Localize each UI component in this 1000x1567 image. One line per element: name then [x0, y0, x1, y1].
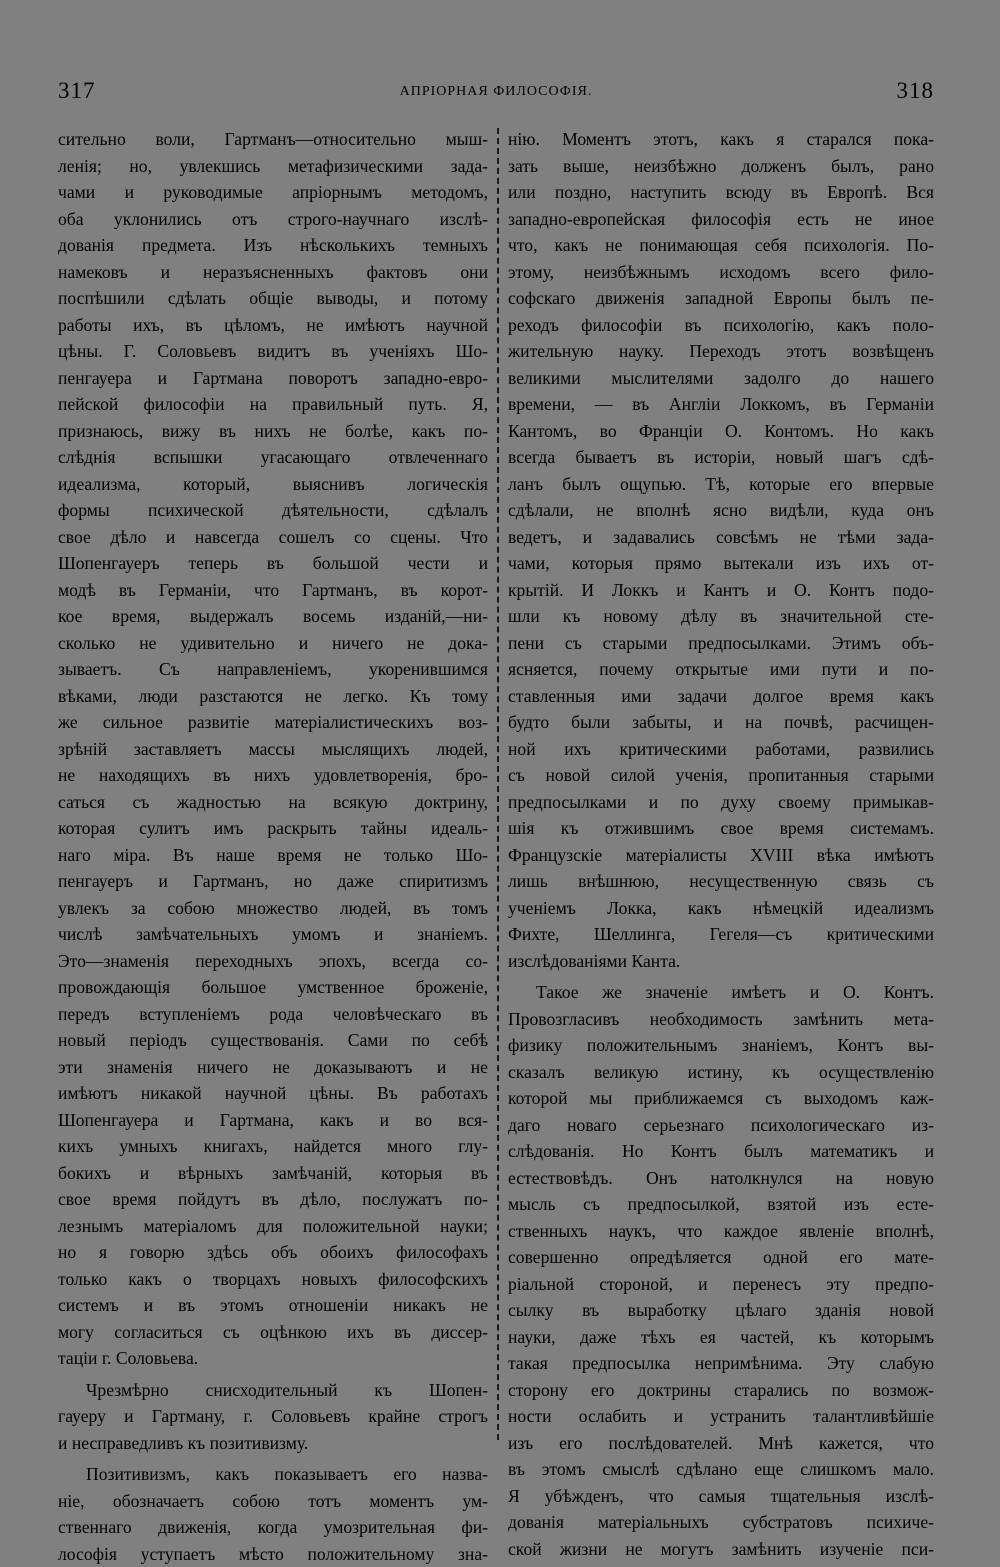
text-line: чами и руководимые апріорнымъ методомъ, [58, 179, 488, 206]
text-line: ніе, обозначаетъ собою тотъ моментъ ум- [58, 1488, 488, 1515]
column-divider [497, 128, 500, 1440]
text-line: физику положительнымъ знаніемъ, Контъ вы- [508, 1032, 934, 1059]
text-line: не находящихъ въ нихъ удовлетворенія, бро- [58, 762, 488, 789]
text-line: софскаго движенія западной Европы былъ пе- [508, 285, 934, 312]
text-line: сительно воли, Гартманъ—относительно мыш- [58, 126, 488, 153]
text-line: всегда бываетъ въ исторіи, новый шагъ сдѣ- [508, 444, 934, 471]
text-line: предпосылками и по духу своему примыкав- [508, 789, 934, 816]
text-line: идеализма, который, выяснивъ логическія [58, 471, 488, 498]
left-page-number: 317 [58, 78, 96, 104]
text-line: сдѣлали, не вполнѣ ясно видѣли, куда онъ [508, 497, 934, 524]
text-line: ясняется, почему открытые ими пути и по- [508, 656, 934, 683]
text-line: кихъ умныхъ книгахъ, найдется много глу- [58, 1133, 488, 1160]
right-page-number: 318 [897, 78, 935, 104]
text-line: формы психической дѣятельности, сдѣлалъ [58, 497, 488, 524]
text-line: сылку въ выработку цѣлаго зданія новой [508, 1297, 934, 1324]
text-line: западно-европейская философія есть не иное [508, 206, 934, 233]
text-line: имѣютъ никакой научной цѣны. Въ работахъ [58, 1080, 488, 1107]
text-line: Такое же значеніе имѣетъ и О. Контъ. [508, 979, 934, 1006]
text-line: только какъ о творцахъ новыхъ философскихъ [58, 1266, 488, 1293]
text-line: изъ его послѣдователей. Мнѣ кажется, что [508, 1430, 934, 1457]
text-line: слѣдованія. Но Контъ былъ математикъ и [508, 1138, 934, 1165]
text-line: реходъ философіи въ психологію, какъ поло- [508, 312, 934, 339]
text-line: намековъ и неразъясненныхъ фактовъ они [58, 259, 488, 286]
text-line: пенгауеръ и Гартманъ, но даже спиритизмъ [58, 868, 488, 895]
text-line: которой мы приближаемся съ выходомъ каж- [508, 1085, 934, 1112]
text-line: передъ вступленіемъ рода человѣческаго въ [58, 1001, 488, 1028]
text-line: жительную науку. Переходъ этотъ возвѣщенъ [508, 338, 934, 365]
text-line: саться съ жадностью на всякую доктрину, [58, 789, 488, 816]
paragraph [58, 126, 488, 1372]
text-line: кое время, выдержалъ восемь изданій,—ни- [58, 603, 488, 630]
text-line: великими мыслителями задолго до нашего [508, 365, 934, 392]
text-line: Шопенгауера и Гартмана, какъ и во вся- [58, 1107, 488, 1134]
text-line: могу согласиться съ оцѣнкою ихъ въ диссер- [58, 1319, 488, 1346]
text-line: будто были забыты, и на почвѣ, расчищен- [508, 709, 934, 736]
text-line: или поздно, наступить всюду въ Европѣ. Вся [508, 179, 934, 206]
text-line: признаюсь, вижу въ нихъ не болѣе, какъ по- [58, 418, 488, 445]
text-line: съ новой силой ученія, пропитанныя старыми [508, 762, 934, 789]
text-line: Это—знаменія переходныхъ эпохъ, всегда со- [58, 948, 488, 975]
text-line: работы ихъ, въ цѣломъ, не имѣютъ научной [58, 312, 488, 339]
text-line: Провозгласивъ необходимость замѣнить мета- [508, 1006, 934, 1033]
text-line: пени съ старыми предпосылками. Этимъ объ- [508, 630, 934, 657]
text-line: наго міра. Въ наше время не только Шо- [58, 842, 488, 869]
text-line: науки, даже тѣхъ ея частей, къ которымъ [508, 1324, 934, 1351]
text-line: сторону его доктрины старались по возмож- [508, 1377, 934, 1404]
text-line: ской жизни не могутъ замѣнить изученіе пси- [508, 1536, 934, 1563]
text-line: поспѣшили сдѣлать общіе выводы, и потому [58, 285, 488, 312]
text-line: вѣками, люди разстаются не легко. Къ тому [58, 683, 488, 710]
text-line: Французскіе матеріалисты XVIII вѣка имѣютъ [508, 842, 934, 869]
text-line: шія къ отжившимъ свое время системамъ. [508, 815, 934, 842]
text-line: даго новаго серьезнаго психологическаго из- [508, 1112, 934, 1139]
text-line: Кантомъ, во Франціи О. Контомъ. Но какъ [508, 418, 934, 445]
text-line: зать выше, неизбѣжно долженъ былъ, рано [508, 153, 934, 180]
text-line: ученіемъ Локка, какъ нѣмецкій идеализмъ [508, 895, 934, 922]
text-line: естествовѣдъ. Онъ натолкнулся на новую [508, 1165, 934, 1192]
text-line: оба уклонились отъ строго-научнаго изслѣ- [58, 206, 488, 233]
text-line: Позитивизмъ, какъ показываетъ его назва- [58, 1461, 488, 1488]
text-line: нію. Моментъ этотъ, какъ я старался пока- [508, 126, 934, 153]
text-line: ведетъ, и задавались совсѣмъ не тѣми зада- [508, 524, 934, 551]
text-line: эти знаменія ничего не доказываютъ и не [58, 1054, 488, 1081]
text-line: пейской философіи на правильный путь. Я, [58, 391, 488, 418]
text-line: что, какъ не понимающая себя психологія. По- [508, 232, 934, 259]
text-line: Фихте, Шеллинга, Гегеля—съ критическими [508, 921, 934, 948]
text-line: системъ и въ этомъ отношеніи никакъ не [58, 1292, 488, 1319]
text-line: провождающія большое умственное броженіе, [58, 974, 488, 1001]
text-line: цѣны. Г. Соловьевъ видитъ въ ученіяхъ Шо- [58, 338, 488, 365]
text-line: ріальной стороной, и перенесъ эту предпо- [508, 1271, 934, 1298]
text-line: таціи г. Соловьева. [58, 1345, 488, 1372]
running-title: АПРІОРНАЯ ФИЛОСОФІЯ. [58, 84, 934, 100]
text-line: мысль съ предпосылкой, взятой изъ есте- [508, 1191, 934, 1218]
text-line: лишь внѣшнюю, несущественную связь съ [508, 868, 934, 895]
text-line: крытій. И Локкъ и Кантъ и О. Контъ подо- [508, 577, 934, 604]
text-line: ной ихъ критическими работами, развились [508, 736, 934, 763]
text-line: ланъ былъ ощупью. Тѣ, которые его впервые [508, 471, 934, 498]
text-line: времени, — въ Англіи Локкомъ, въ Германіи [508, 391, 934, 418]
text-line: ственныхъ наукъ, что каждое явленіе вполнѣ, [508, 1218, 934, 1245]
text-line: такая предпосылка непримѣнима. Эту слабую [508, 1350, 934, 1377]
text-line: числѣ замѣчательныхъ умомъ и знаніемъ. [58, 921, 488, 948]
text-line: и несправедливъ къ позитивизму. [58, 1430, 488, 1457]
text-line: изслѣдованіями Канта. [508, 948, 934, 975]
paragraph [508, 126, 934, 974]
text-line: шли къ новому дѣлу въ значительной сте- [508, 603, 934, 630]
text-line: которая сулитъ имъ раскрыть тайны идеаль- [58, 815, 488, 842]
text-line: этому, неизбѣжнымъ исходомъ всего фило- [508, 259, 934, 286]
text-line: дованія матеріальныхъ субстратовъ психиче- [508, 1509, 934, 1536]
text-line: но я говорю здѣсь объ обоихъ философахъ [58, 1239, 488, 1266]
text-line: ности ослабить и устранить талантливѣйшіе [508, 1403, 934, 1430]
text-line: Я убѣжденъ, что самыя тщательныя изслѣ- [508, 1483, 934, 1510]
text-line: же сильное развитіе матеріалистическихъ воз- [58, 709, 488, 736]
text-line: зрѣній заставляетъ массы мыслящихъ людей, [58, 736, 488, 763]
text-line: увлекъ за собою множество людей, въ томъ [58, 895, 488, 922]
text-line: свое дѣло и навсегда сошелъ со сцены. Что [58, 524, 488, 551]
text-line: ставленныя ими задачи долгое время какъ [508, 683, 934, 710]
text-line: ственнаго движенія, когда умозрительная фи- [58, 1514, 488, 1541]
text-line: ленія; но, увлекшись метафизическими зада- [58, 153, 488, 180]
text-line: слѣднія вспышки угасающаго отвлеченнаго [58, 444, 488, 471]
text-line: чами, которыя прямо вытекали изъ ихъ от- [508, 550, 934, 577]
text-line: бокихъ и вѣрныхъ замѣчаній, которыя въ [58, 1160, 488, 1187]
paragraph [58, 1377, 488, 1457]
text-line: Шопенгауеръ теперь въ большой чести и [58, 550, 488, 577]
text-line: пенгауера и Гартмана поворотъ западно-евро- [58, 365, 488, 392]
paragraph [58, 1461, 488, 1567]
left-column [58, 126, 488, 1446]
text-line: дованія предмета. Изъ нѣсколькихъ темныхъ [58, 232, 488, 259]
text-line: гауеру и Гартману, г. Соловьевъ крайне строгъ [58, 1403, 488, 1430]
text-line: сказалъ великую истину, къ осуществленію [508, 1059, 934, 1086]
page-header [58, 78, 934, 106]
text-line: модѣ въ Германіи, что Гартманъ, въ корот- [58, 577, 488, 604]
text-line: сколько не удивительно и ничего не дока- [58, 630, 488, 657]
text-line: свое время пойдутъ въ дѣло, послужатъ по- [58, 1186, 488, 1213]
text-line: въ этомъ смыслѣ сдѣлано еще слишкомъ мало. [508, 1456, 934, 1483]
paragraph [508, 979, 934, 1562]
text-line: новый періодъ существованія. Сами по себѣ [58, 1027, 488, 1054]
text-line: совершенно опредѣляется одной его мате- [508, 1244, 934, 1271]
text-line: зываетъ. Съ направленіемъ, укоренившимся [58, 656, 488, 683]
text-line: лософія уступаетъ мѣсто положительному зна- [58, 1541, 488, 1567]
text-line: лезнымъ матеріаломъ для положительной науки; [58, 1213, 488, 1240]
text-line: Чрезмѣрно снисходительный къ Шопен- [58, 1377, 488, 1404]
right-column [508, 126, 934, 1446]
